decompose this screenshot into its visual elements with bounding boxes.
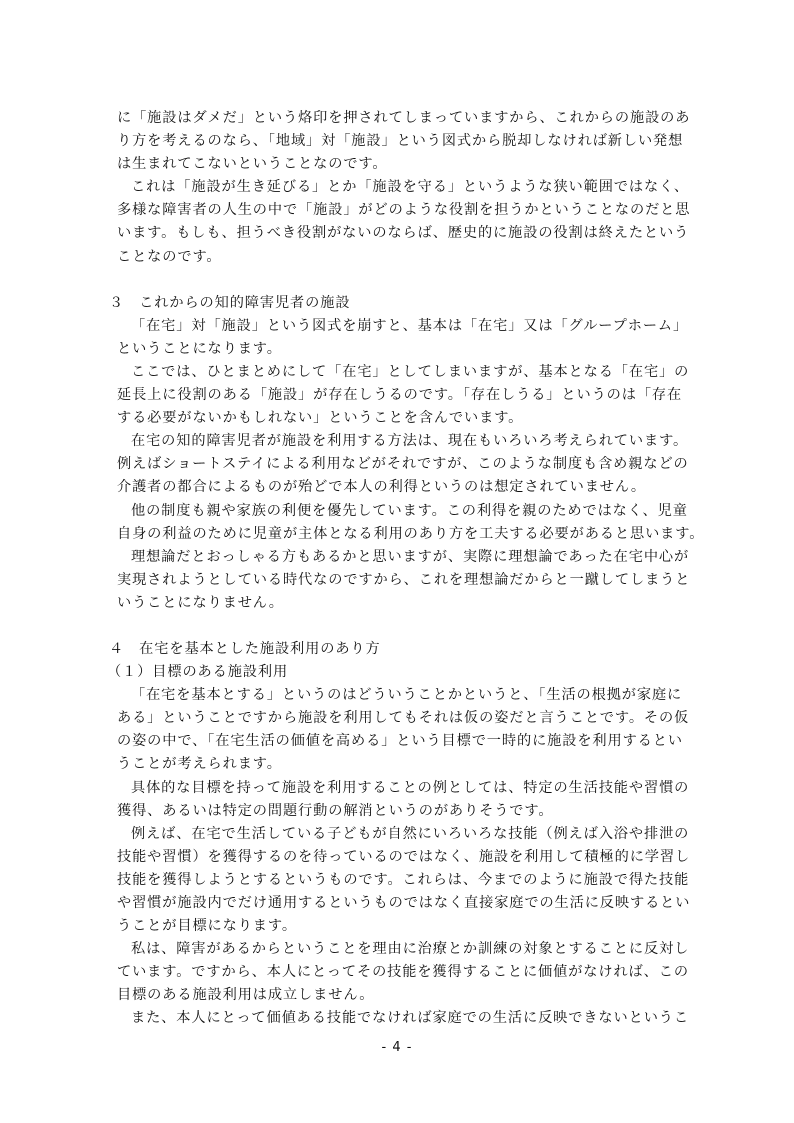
section-3: [109, 292, 705, 615]
text-line: 多様な障害者の人生の中で「施設」がどのような役割を担うかということなのだと思: [117, 202, 691, 219]
text-line: 在宅の知的障害児者が施設を利用する方法は、現在もいろいろ考えられています。: [131, 433, 689, 450]
text-line: ています。ですから、本人にとってその技能を獲得することに価値がなければ、この: [117, 964, 689, 981]
text-line: 目標のある施設利用は成立しません。: [117, 987, 375, 1004]
text-line: 「在宅」対「施設」という図式を崩すと、基本は「在宅」又は「グループホーム」: [131, 317, 689, 334]
spacer: [117, 615, 692, 638]
text-line: 技能を獲得しようとするというものです。これらは、今までのように施設で得た技能: [117, 871, 690, 888]
text-line: また、本人にとって価値ある技能でなければ家庭での生活に反映できないというこ: [131, 1010, 689, 1027]
text-line: 私は、障害があるからということを理由に治療とか訓練の対象とすることに反対し: [131, 941, 690, 958]
text-line: は生まれてこないということなのです。: [117, 156, 388, 173]
text-line: 技能や習慣）を獲得するのを待っているのではなく、施設を利用して積極的に学習し: [117, 848, 691, 865]
spacer: [117, 269, 692, 292]
text-line: や習慣が施設内でだけ通用するというものではなく直接家庭での生活に反映するとい: [117, 895, 691, 911]
text-line: 獲得、あるいは特定の問題行動の解消というのがありそうです。: [117, 802, 554, 819]
text-line: これは「施設が生き延びる」とか「施設を守る」というような狭い範囲ではなく、: [131, 179, 689, 196]
text-line: 延長上に役割のある「施設」が存在しうるのです。「存在しうる」というのは「存在: [117, 387, 683, 404]
text-line: 「在宅を基本とする」というのはどういうことかというと、「生活の根拠が家庭に: [131, 687, 683, 704]
text-line: に「施設はダメだ」という烙印を押されてしまっていますから、これからの施設のあ: [117, 110, 691, 126]
text-line: 他の制度も親や家族の利便を優先しています。この利得を親のためではなく、児童: [131, 502, 688, 519]
section-heading: ３ これからの知的障害児者の施設: [109, 294, 351, 311]
text-line: ここでは、ひとまとめにして「在宅」としてしまいますが、基本となる「在宅」の: [131, 363, 690, 380]
text-line: います。もしも、担うべき役割がないのならば、歴史的に施設の役割は終えたという: [117, 225, 690, 242]
text-line: 理想論だとおっしゃる方もあるかと思いますが、実際に理想論であった在宅中心が: [131, 548, 690, 565]
text-line: ことなのです。: [117, 248, 222, 265]
text-line: する必要がないかもしれない」ということを含んでいます。: [117, 410, 524, 427]
text-line: 例えば、在宅で生活している子どもが自然にいろいろな技能（例えば入浴や排泄の: [131, 825, 690, 842]
page-number: - 4 -: [381, 1040, 413, 1055]
subsection-heading: （１）目標のある施設利用: [107, 664, 289, 681]
section-4: [107, 638, 692, 1031]
text-line: り方を考えるのなら、「地域」対「施設」という図式から脱却しなければ新しい発想: [117, 133, 684, 150]
text-line: ある」ということですから施設を利用してもそれは仮の姿だと言うことです。その仮: [117, 710, 690, 727]
page-body: [107, 107, 705, 1031]
text-line: 自身の利益のために児童が主体となる利用のあり方を工夫する必要があると思います。: [117, 525, 705, 542]
text-line: うことが目標になります。: [117, 918, 297, 935]
text-line: 具体的な目標を持って施設を利用することの例としては、特定の生活技能や習慣の: [131, 779, 690, 796]
text-line: 例えばショートステイによる利用などがそれですが、このような制度も含め親などの: [117, 456, 689, 473]
text-line: 実現されようとしている時代なのですから、これを理想論だからと一蹴してしまうと: [117, 571, 691, 588]
text-line: の姿の中で、「在宅生活の価値を高める」という目標で一時的に施設を利用するとい: [117, 733, 683, 750]
text-line: ということになります。: [117, 340, 282, 357]
section-heading: ４ 在宅を基本とした施設利用のあり方: [109, 640, 381, 657]
text-line: うことが考えられます。: [117, 756, 282, 773]
text-line: いうことになりません。: [117, 594, 284, 611]
text-line: 介護者の都合によるものが殆どで本人の利得というのは想定されていません。: [117, 479, 646, 496]
paragraph-continuation: [117, 107, 692, 269]
